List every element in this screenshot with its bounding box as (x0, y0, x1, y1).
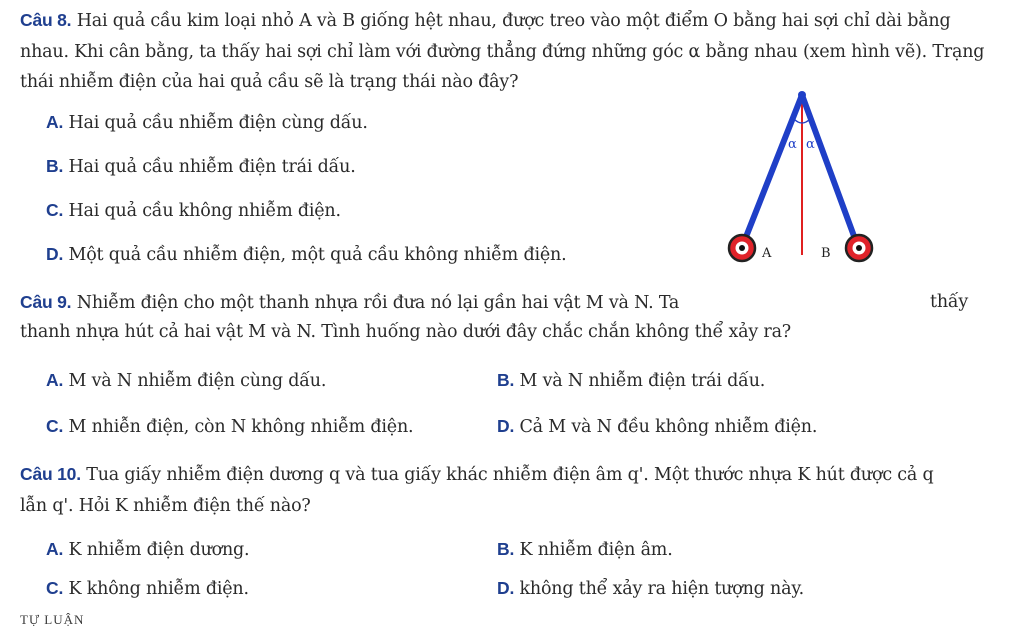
option-letter: A. (46, 539, 64, 559)
option-text: M và N nhiễm điện trái dấu. (519, 371, 766, 391)
question-10-number: Câu 10. (20, 464, 81, 484)
option-text: M và N nhiễm điện cùng dấu. (68, 371, 327, 391)
pendulum-figure (720, 85, 890, 270)
question-8-number: Câu 8. (20, 10, 72, 30)
question-8-stem-line-1: Hai quả cầu kim loại nhỏ A và B giống hệt nhau, được treo vào một điểm O bằng hai sợi chỉ dài bằng (76, 11, 951, 31)
option-letter: A. (46, 112, 64, 132)
option-text: K nhiễm điện âm. (519, 540, 673, 560)
question-8-option-c[interactable] (46, 198, 341, 223)
question-10-stem-line-2: lẫn q'. Hỏi K nhiễm điện thế nào? (20, 496, 311, 516)
question-10-option-b[interactable] (497, 537, 673, 562)
ball-a (729, 235, 755, 261)
option-letter: C. (46, 416, 64, 436)
option-letter: C. (46, 200, 64, 220)
option-letter: D. (497, 578, 515, 598)
angle-arc-left (794, 119, 802, 123)
option-letter: D. (46, 244, 64, 264)
question-8-option-a[interactable] (46, 110, 368, 135)
option-text: M nhiễn điện, còn N không nhiễm điện. (68, 417, 414, 437)
question-8-stem-line-2: nhau. Khi cân bằng, ta thấy hai sợi chỉ làm với đường thẳng đứng những góc α bằng nhau (xem hình vẽ). Trạng (20, 42, 985, 62)
question-9-option-c[interactable] (46, 414, 413, 439)
question-9-option-b[interactable] (497, 368, 765, 393)
option-letter: B. (46, 156, 64, 176)
suspension-point-o (798, 91, 806, 99)
section-heading-tu-luan: TỰ LUẬN (20, 612, 85, 627)
question-8-option-b[interactable] (46, 154, 356, 179)
question-9-stem-line-1 (20, 287, 679, 318)
option-text: Một quả cầu nhiễm điện, một quả cầu không nhiễm điện. (68, 245, 567, 265)
ball-b-label: B (821, 246, 831, 261)
ball-b (846, 235, 872, 261)
question-10-stem-text-1: Tua giấy nhiễm điện dương q và tua giấy khác nhiễm điện âm q'. Một thước nhựa K hút được cả q (86, 465, 934, 485)
question-9-number: Câu 9. (20, 292, 72, 312)
angle-label-left: α (788, 137, 797, 152)
ball-a-label: A (762, 246, 772, 261)
option-text: Hai quả cầu nhiễm điện trái dấu. (68, 157, 356, 177)
option-text: Hai quả cầu nhiễm điện cùng dấu. (68, 113, 368, 133)
option-text: K nhiễm điện dương. (68, 540, 250, 560)
question-8-stem-line-3: thái nhiễm điện của hai quả cầu sẽ là trạng thái nào đây? (20, 72, 519, 92)
question-9-option-d[interactable] (497, 414, 817, 439)
option-letter: B. (497, 539, 515, 559)
option-letter: C. (46, 578, 64, 598)
question-9-option-a[interactable] (46, 368, 326, 393)
option-text: K không nhiễm điện. (68, 579, 249, 599)
thread-left (742, 95, 802, 247)
question-10-option-a[interactable] (46, 537, 249, 562)
question-9-stem-line-2: thanh nhựa hút cả hai vật M và N. Tình huống nào dưới đây chắc chắn không thể xảy ra? (20, 322, 791, 342)
question-9-stem-left: Nhiễm điện cho một thanh nhựa rồi đưa nó lại gần hai vật M và N. Ta (76, 293, 680, 313)
option-letter: A. (46, 370, 64, 390)
option-letter: B. (497, 370, 515, 390)
question-10-option-d[interactable] (497, 576, 804, 601)
question-10-stem-line-1 (20, 459, 934, 490)
question-9-stem-right: thấy (930, 292, 969, 312)
question-8-stem (20, 5, 1010, 36)
option-letter: D. (497, 416, 515, 436)
question-10-option-c[interactable] (46, 576, 249, 601)
question-8-option-d[interactable] (46, 242, 566, 267)
angle-label-right: α (806, 137, 815, 152)
option-text: không thể xảy ra hiện tượng này. (519, 579, 805, 599)
thread-right (802, 95, 858, 247)
option-text: Cả M và N đều không nhiễm điện. (519, 417, 818, 437)
option-text: Hai quả cầu không nhiễm điện. (68, 201, 341, 221)
